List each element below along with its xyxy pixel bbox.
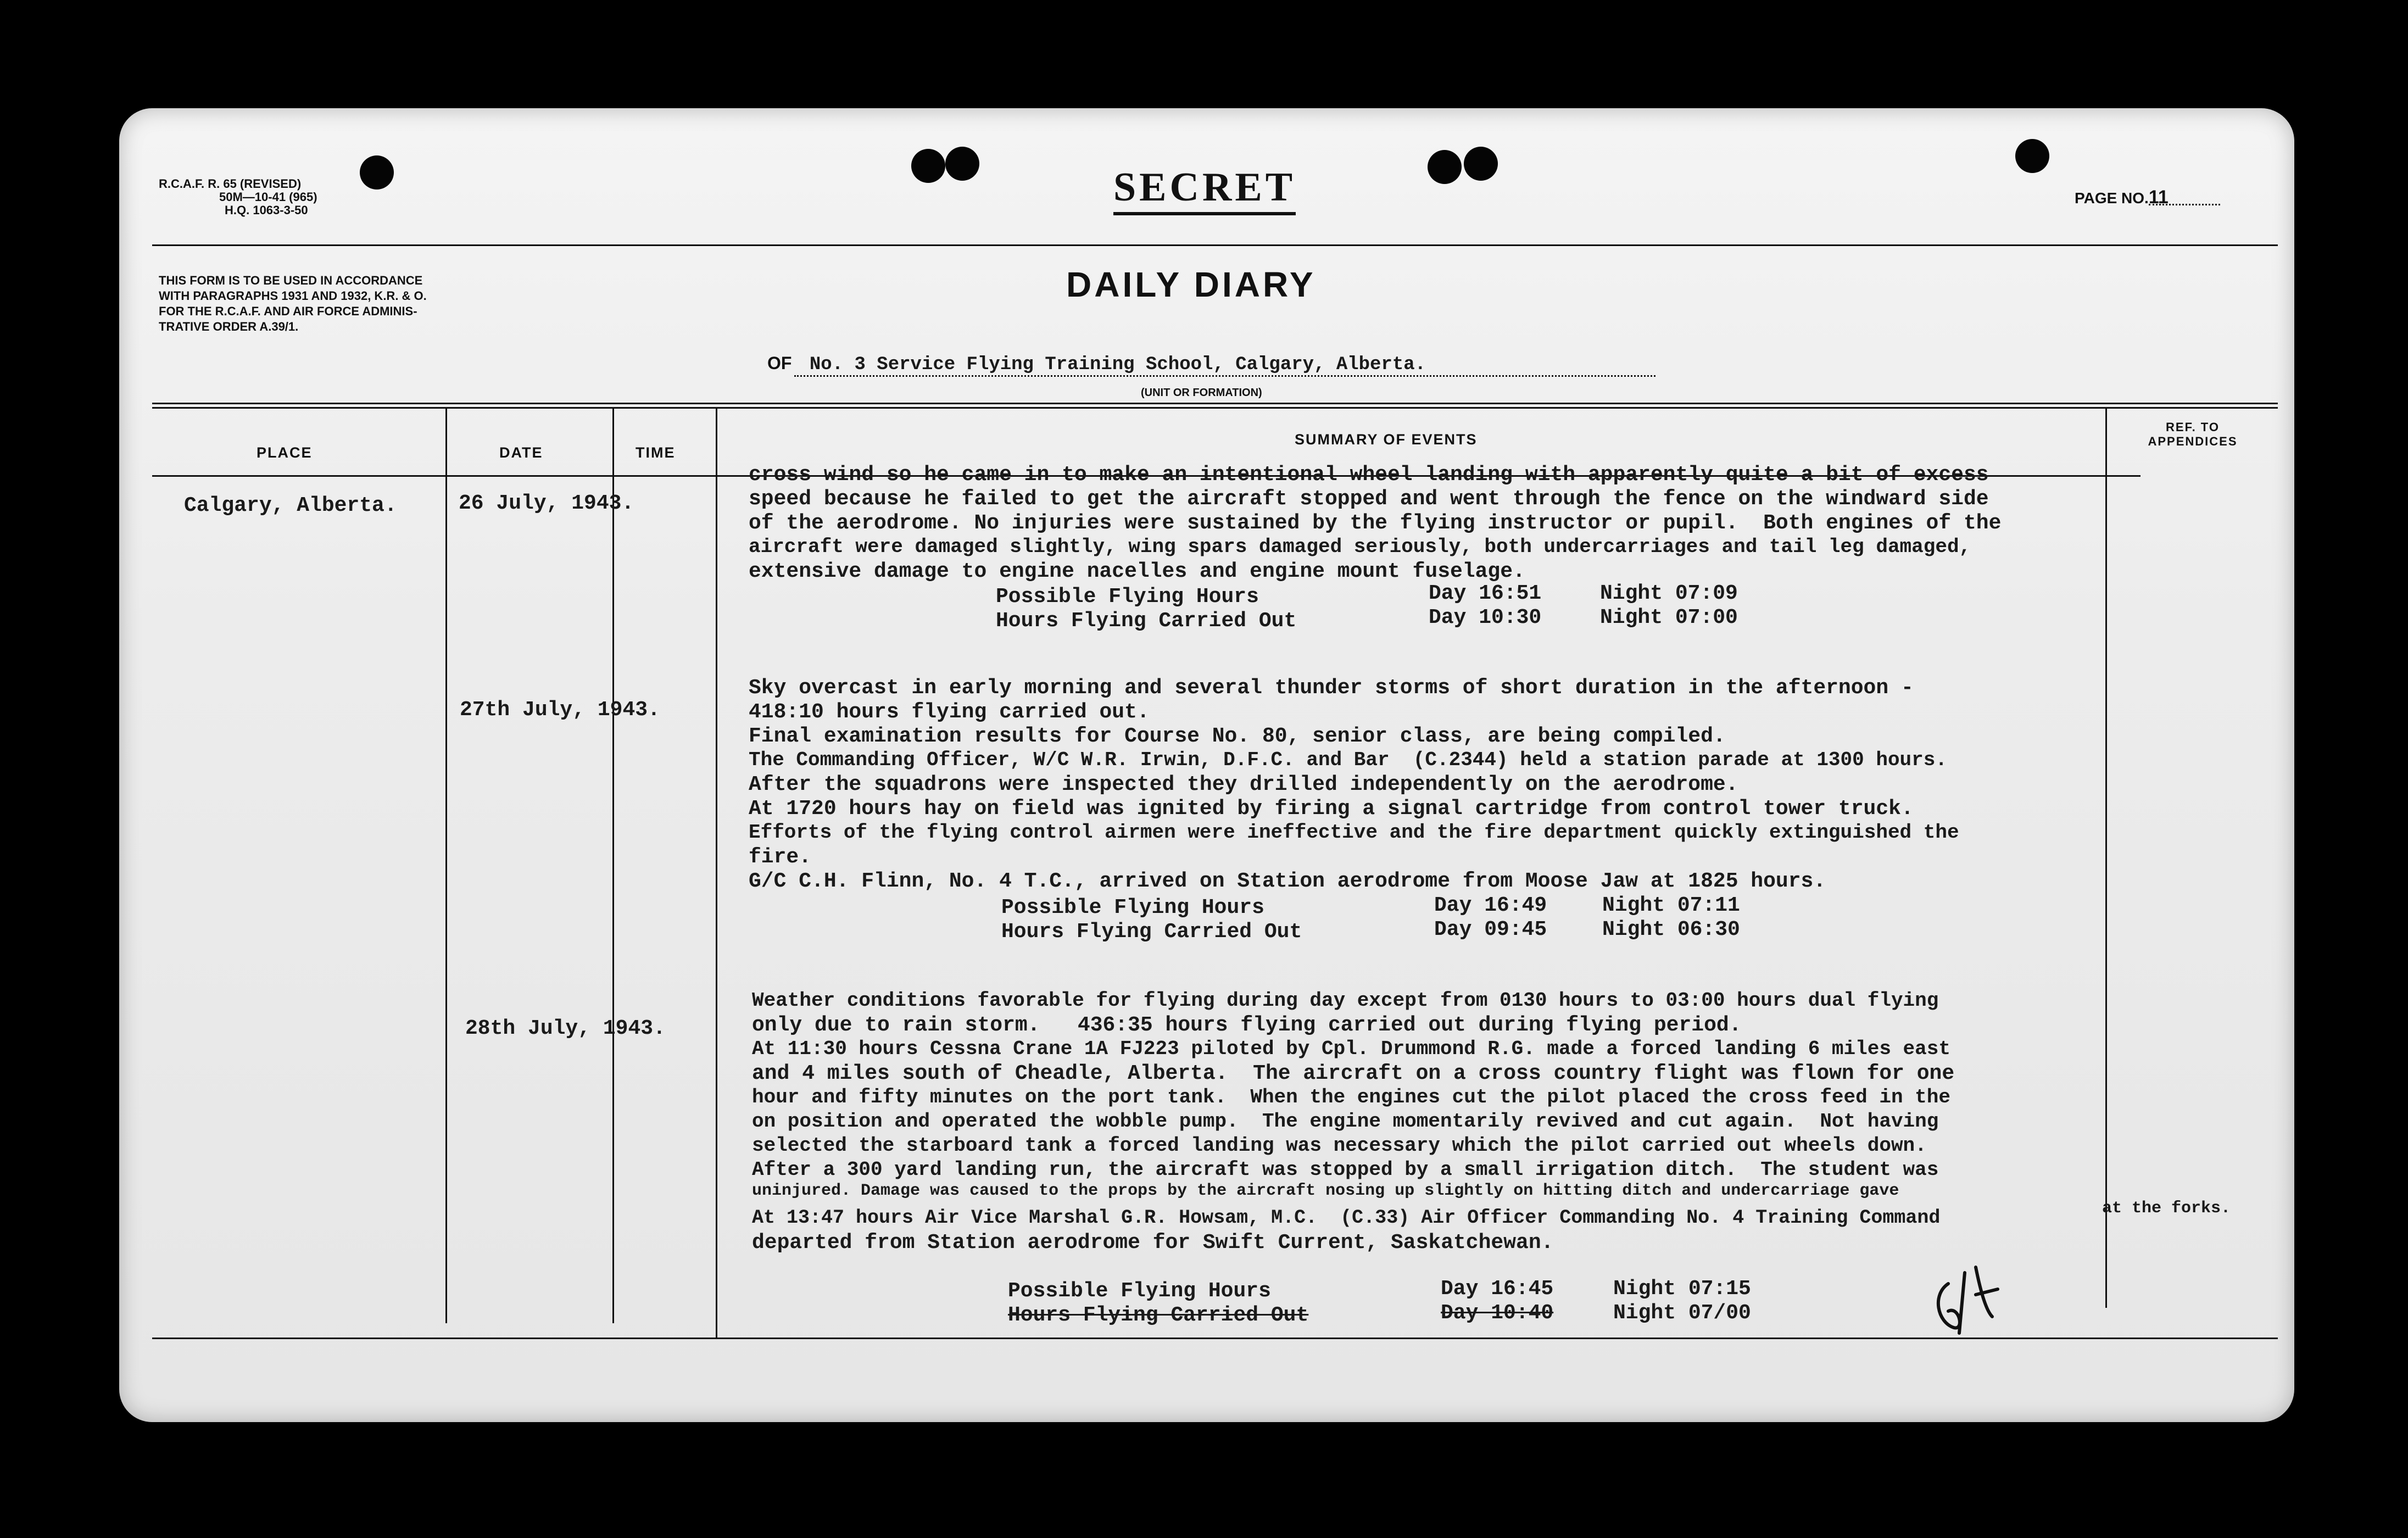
unit-name: No. 3 Service Flying Training School, Calgary, Alberta. (794, 354, 1656, 377)
hours-label: Possible Flying Hours (996, 585, 1259, 609)
summary-line: hour and fifty minutes on the port tank. When the engines cut the pilot placed the cross feed in the (752, 1086, 1950, 1108)
page-number-label: PAGE NO. (2075, 190, 2149, 207)
hours-night: Night 07:11 (1602, 894, 1740, 917)
column-divider (2105, 407, 2107, 1308)
punch-hole (2015, 139, 2049, 173)
entry-date: 28th July, 1943. (465, 1017, 666, 1040)
hours-night: Night 07:09 (1600, 582, 1738, 605)
hours-night: Night 07:00 (1600, 606, 1738, 629)
page-title: DAILY DIARY (1066, 265, 1316, 304)
punch-hole (911, 149, 945, 183)
diary-page (119, 108, 2294, 1422)
column-header-place: PLACE (257, 444, 313, 461)
hours-label: Hours Flying Carried Out (1008, 1303, 1309, 1327)
summary-line: G/C C.H. Flinn, No. 4 T.C., arrived on Station aerodrome from Moose Jaw at 1825 hours. (749, 870, 1826, 893)
form-code-line: 50M—10-41 (965) (219, 190, 317, 204)
hours-night: Night 07/00 (1613, 1301, 1751, 1325)
summary-line: cross wind so he came in to make an intentional wheel landing with apparently quite a bit of excess (749, 463, 1989, 487)
summary-line: aircraft were damaged slightly, wing spars damaged seriously, both undercarriages and tail leg damaged, (749, 536, 1971, 558)
hours-label: Hours Flying Carried Out (996, 609, 1297, 633)
instruction-line: WITH PARAGRAPHS 1931 AND 1932, K.R. & O. (159, 289, 427, 303)
hours-label: Possible Flying Hours (1008, 1279, 1271, 1303)
summary-line: only due to rain storm. 436:35 hours flying carried out during flying period. (752, 1013, 1742, 1037)
summary-line: 418:10 hours flying carried out. (749, 700, 1150, 724)
hours-day: Day 16:51 (1429, 582, 1542, 605)
hours-label: Hours Flying Carried Out (1001, 920, 1302, 944)
summary-line: speed because he failed to get the aircraft stopped and went through the fence on the windward side (749, 487, 1989, 511)
summary-line: At 1720 hours hay on field was ignited by firing a signal cartridge from control tower truck. (749, 797, 1914, 821)
hours-night: Night 06:30 (1602, 918, 1740, 941)
form-code-line: H.Q. 1063-3-50 (225, 203, 308, 217)
hours-day: Day 16:45 (1441, 1277, 1554, 1301)
column-divider (445, 407, 447, 1323)
of-label: OF (767, 353, 792, 373)
summary-line: selected the starboard tank a forced landing was necessary which the pilot carried out wheels down. (752, 1134, 1927, 1157)
form-code-line: R.C.A.F. R. 65 (REVISED) (159, 177, 302, 191)
summary-line: of the aerodrome. No injuries were sustained by the flying instructor or pupil. Both engines of the (749, 511, 2002, 535)
punch-hole (360, 155, 394, 190)
summary-line: fire. (749, 845, 812, 869)
column-header-summary: SUMMARY OF EVENTS (1295, 431, 1478, 448)
summary-line: Final examination results for Course No. 80, senior class, are being compiled. (749, 725, 1726, 748)
column-header-ref (2119, 420, 2267, 449)
page-number-field (2075, 187, 2220, 208)
hours-day: Day 16:49 (1434, 894, 1547, 917)
summary-line: After a 300 yard landing run, the aircraft was stopped by a small irrigation ditch. The student was (752, 1158, 1939, 1181)
summary-line: The Commanding Officer, W/C W.R. Irwin, D.F.C. and Bar (C.2344) held a station parade at 1300 hours. (749, 749, 1947, 771)
table-top-rule (152, 407, 2278, 409)
summary-line: At 13:47 hours Air Vice Marshal G.R. Howsam, M.C. (C.33) Air Officer Commanding No. 4 Training Command (752, 1207, 1941, 1229)
column-header-date: DATE (499, 444, 543, 461)
entry-date: 27th July, 1943. (460, 698, 660, 722)
column-divider (612, 407, 614, 1323)
form-code (159, 177, 317, 217)
hours-label: Possible Flying Hours (1001, 896, 1264, 920)
hours-day: Day 09:45 (1434, 918, 1547, 941)
handwritten-initials (1926, 1262, 2014, 1339)
hours-night: Night 07:15 (1613, 1277, 1751, 1301)
summary-line: Weather conditions favorable for flying during day except from 0130 hours to 03:00 hours dual flying (752, 989, 1939, 1012)
entry-place: Calgary, Alberta. (184, 494, 397, 517)
column-divider (716, 407, 717, 1338)
punch-hole (945, 147, 979, 181)
entry-date: 26 July, 1943. (459, 492, 634, 515)
ref-header-line: APPENDICES (2148, 434, 2238, 448)
summary-line: Efforts of the flying control airmen were ineffective and the fire department quickly extinguished the (749, 821, 1959, 844)
instruction-line: THIS FORM IS TO BE USED IN ACCORDANCE (159, 274, 423, 287)
summary-line: At 11:30 hours Cessna Crane 1A FJ223 piloted by Cpl. Drummond R.G. made a forced landing 6 miles east (752, 1038, 1950, 1060)
instruction-line: TRATIVE ORDER A.39/1. (159, 320, 299, 333)
hours-day: Day 10:30 (1429, 606, 1542, 629)
summary-line: on position and operated the wobble pump. The engine momentarily revived and cut again. Not having (752, 1110, 1939, 1133)
summary-line: and 4 miles south of Cheadle, Alberta. The aircraft on a cross country flight was flown for one (752, 1062, 1955, 1085)
punch-hole (1428, 150, 1462, 184)
column-header-time: TIME (636, 444, 676, 461)
hours-day: Day 10:40 (1441, 1301, 1554, 1325)
header-rule (152, 244, 2278, 246)
summary-line: After the squadrons were inspected they drilled independently on the aerodrome. (749, 773, 1738, 796)
table-top-rule (152, 403, 2278, 404)
unit-caption: (UNIT OR FORMATION) (1141, 387, 1262, 399)
page-number-value: 11 (2149, 191, 2220, 205)
ref-header-line: REF. TO (2166, 420, 2220, 434)
summary-line: departed from Station aerodrome for Swift Current, Saskatchewan. (752, 1231, 1554, 1255)
margin-note: at the forks. (2102, 1199, 2231, 1218)
punch-hole (1464, 147, 1498, 181)
summary-line: extensive damage to engine nacelles and engine mount fuselage. (749, 560, 1525, 583)
form-instructions (159, 273, 427, 335)
summary-line: uninjured. Damage was caused to the props by the aircraft nosing up slightly on hitting ditch and undercarriage gave (752, 1182, 1899, 1200)
unit-line (767, 354, 1656, 377)
summary-line: Sky overcast in early morning and several thunder storms of short duration in the afternoon - (749, 676, 1914, 700)
classification-heading: SECRET (1113, 164, 1296, 215)
instruction-line: FOR THE R.C.A.F. AND AIR FORCE ADMINIS- (159, 304, 417, 318)
